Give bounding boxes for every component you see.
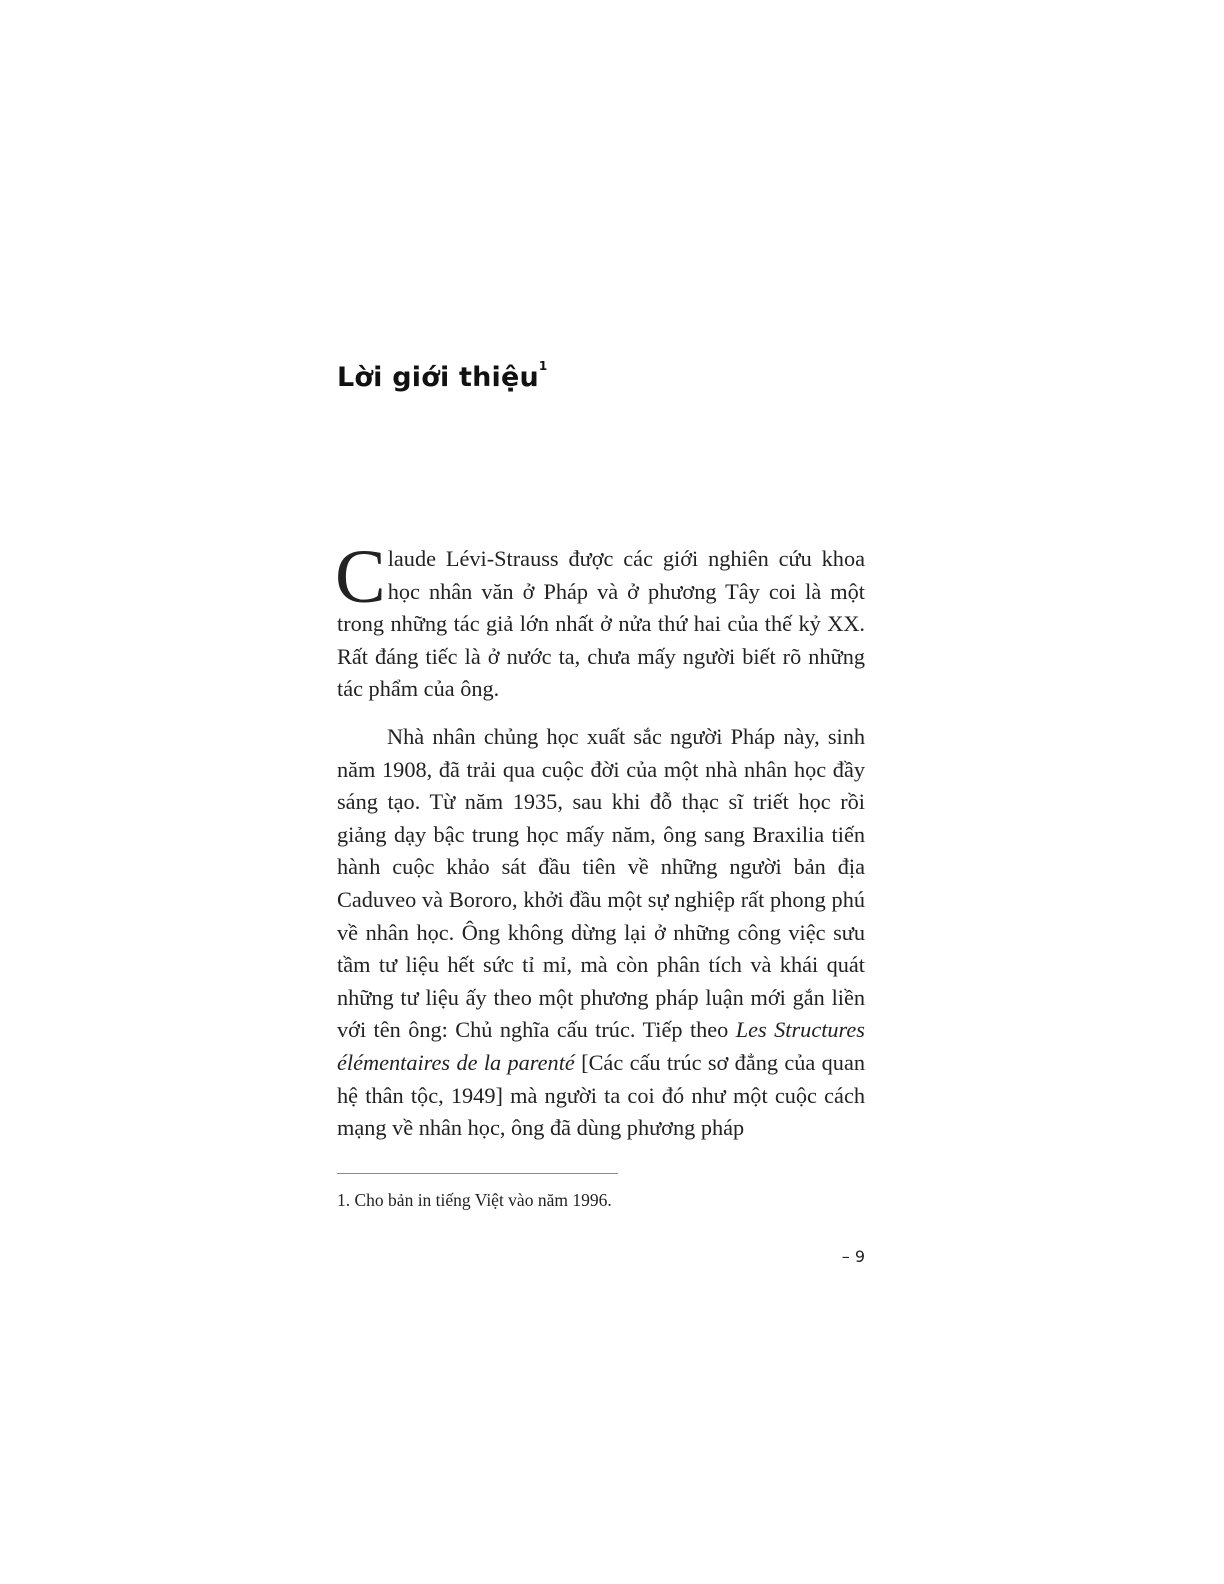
book-title-italic: Les Structures élémentaires de la parenté <box>337 1017 865 1075</box>
footnote-divider <box>337 1173 618 1174</box>
footnote: 1. Cho bản in tiếng Việt vào năm 1996. <box>337 1190 612 1210</box>
paragraph-1 <box>335 535 865 706</box>
paragraph-1-text: laude Lévi-Strauss được các giới nghiên cứu khoa học nhân văn ở Pháp và ở phương Tây coi là một trong những tác giả lớn nhất ở nửa thứ hai của thế kỷ XX. Rất đáng tiếc là ở nước ta, chưa mấy người biết rõ những tác phẩm của ông. <box>337 546 865 702</box>
footnote-marker: 1 <box>538 359 548 373</box>
page-number: – 9 <box>841 1247 865 1266</box>
paragraph-2 <box>337 721 865 1145</box>
drop-cap: C <box>335 535 386 619</box>
paragraph-2-text-b: [Các cấu trúc sơ đẳng của quan hệ thân tộc, 1949] mà người ta coi đó như một cuộc cách mạng về nhân học, ông đã dùng phương pháp <box>337 1049 865 1141</box>
chapter-heading <box>337 359 548 393</box>
body-text <box>335 535 865 1145</box>
paragraph-2-text-a: Nhà nhân chủng học xuất sắc người Pháp này, sinh năm 1908, đã trải qua cuộc đời của một nhà nhân học đầy sáng tạo. Từ năm 1935, sau khi đỗ thạc sĩ triết học rồi giảng dạy bậc trung học mấy năm, ông sang Braxilia tiến hành cuộc khảo sát đầu tiên về những người bản địa Caduveo và Bororo, khởi đầu một sự nghiệp rất phong phú về nhân học. Ông không dừng lại ở những công việc sưu tầm tư liệu hết sức tỉ mỉ, mà còn phân tích và khái quát những tư liệu ấy theo một phương pháp luận mới gắn liền với tên ông: Chủ nghĩa cấu trúc. Tiếp theo <box>337 723 865 1043</box>
chapter-title: Lời giới thiệu <box>337 362 539 393</box>
